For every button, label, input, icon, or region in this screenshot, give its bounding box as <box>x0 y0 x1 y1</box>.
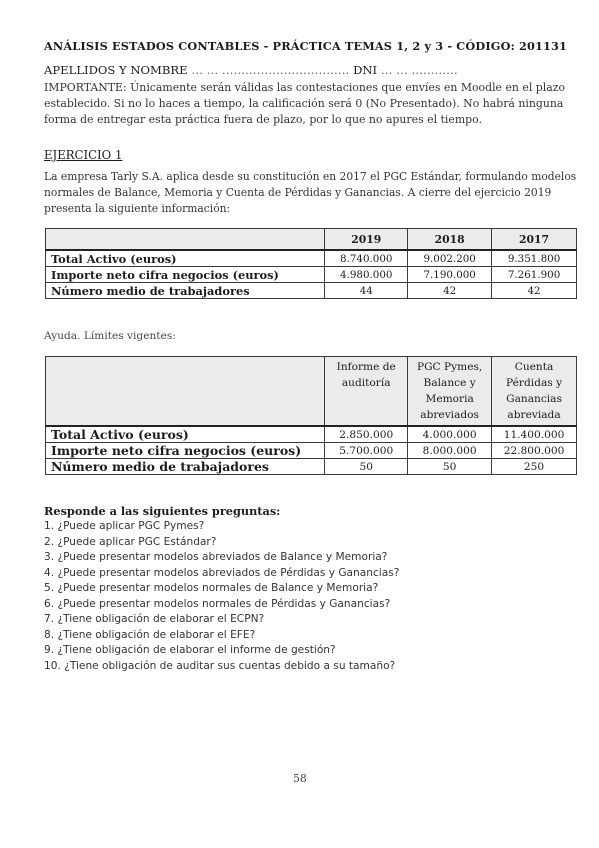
row-label: Importe neto cifra negocios (euros) <box>46 267 325 283</box>
table-cell: 9.002.200 <box>408 250 492 267</box>
list-item: 2. ¿Puede aplicar PGC Estándar? <box>44 535 217 548</box>
exercise-statement: La empresa Tarly S.A. aplica desde su constitución en 2017 el PGC Estándar, formulando modelos normales de Balance, Memoria y Cuenta de Pérdidas y Ganancias. A cierre del ejercicio 2019 presenta la siguiente información: <box>44 170 577 215</box>
table-cell: 50 <box>408 459 492 475</box>
names-label: APELLIDOS Y NOMBRE <box>44 63 188 77</box>
table-cell: 44 <box>325 283 408 299</box>
table-cell: 11.400.000 <box>492 426 577 443</box>
student-info-line <box>44 63 458 77</box>
row-label: Total Activo (euros) <box>46 426 325 443</box>
table-cell: 4.000.000 <box>408 426 492 443</box>
table-cell: 9.351.800 <box>492 250 577 267</box>
table-header-row <box>46 357 577 427</box>
important-notice: IMPORTANTE: Únicamente serán válidas las contestaciones que envíes en Moodle en el plazo establecido. Si no lo haces a tiempo, la calificación será 0 (No Presentado). No habrá ninguna forma de entregar esta práctica fuera de plazo, por lo que no apures el tiempo. <box>44 81 566 126</box>
table-row <box>46 426 577 443</box>
questions-title: Responde a las siguientes preguntas: <box>44 504 281 518</box>
table-cell: 8.000.000 <box>408 443 492 459</box>
exercise-title: EJERCICIO 1 <box>44 148 123 162</box>
document-title: ANÁLISIS ESTADOS CONTABLES - PRÁCTICA TEMAS 1, 2 y 3 - CÓDIGO: 201131 <box>44 39 568 53</box>
row-label: Total Activo (euros) <box>46 250 325 267</box>
table-cell: 50 <box>325 459 408 475</box>
list-item: 7. ¿Tiene obligación de elaborar el ECPN? <box>44 613 265 625</box>
page-number: 58 <box>293 772 307 785</box>
table-row <box>46 250 577 267</box>
table-cell: 7.190.000 <box>408 267 492 283</box>
table-row <box>46 443 577 459</box>
table-header-cell <box>46 229 325 251</box>
table-cell: 7.261.900 <box>492 267 577 283</box>
list-item: 5. ¿Puede presentar modelos normales de Balance y Memoria? <box>44 582 379 594</box>
names-fill: … … …………………………… <box>191 63 350 77</box>
dni-fill: … … ………… <box>380 63 458 77</box>
limits-table <box>45 356 577 475</box>
table-header-cell: Cuenta Pérdidas y Ganancias abreviada <box>492 357 577 427</box>
list-item: 1. ¿Puede aplicar PGC Pymes? <box>44 520 205 532</box>
list-item: 8. ¿Tiene obligación de elaborar el EFE? <box>44 628 256 641</box>
table-cell: 5.700.000 <box>325 443 408 459</box>
table-header-cell: 2019 <box>325 229 408 251</box>
table-cell: 250 <box>492 459 577 475</box>
table-row <box>46 283 577 299</box>
row-label: Número medio de trabajadores <box>46 459 325 475</box>
questions-list <box>44 519 399 674</box>
list-item: 9. ¿Tiene obligación de elaborar el informe de gestión? <box>44 644 336 656</box>
company-data-table <box>45 228 577 299</box>
list-item: 6. ¿Puede presentar modelos normales de Pérdidas y Ganancias? <box>44 597 391 610</box>
table-header-cell <box>46 357 325 427</box>
table-header-row <box>46 229 577 251</box>
list-item: 10. ¿Tiene obligación de auditar sus cuentas debido a su tamaño? <box>44 659 396 672</box>
table-cell: 4.980.000 <box>325 267 408 283</box>
list-item: 4. ¿Puede presentar modelos abreviados de Pérdidas y Ganancias? <box>44 566 400 579</box>
table-cell: 22.800.000 <box>492 443 577 459</box>
table-row <box>46 459 577 475</box>
row-label: Importe neto cifra negocios (euros) <box>46 443 325 459</box>
table-header-cell: PGC Pymes, Balance y Memoria abreviados <box>408 357 492 427</box>
table-header-cell: Informe de auditoría <box>325 357 408 427</box>
table-header-cell: 2017 <box>492 229 577 251</box>
table-cell: 42 <box>408 283 492 299</box>
table-header-cell: 2018 <box>408 229 492 251</box>
list-item: 3. ¿Puede presentar modelos abreviados de Balance y Memoria? <box>44 551 388 563</box>
table-row <box>46 267 577 283</box>
help-label: Ayuda. Límites vigentes: <box>44 330 176 342</box>
table-cell: 8.740.000 <box>325 250 408 267</box>
row-label: Número medio de trabajadores <box>46 283 325 299</box>
dni-label: DNI <box>353 63 378 77</box>
table-cell: 42 <box>492 283 577 299</box>
table-cell: 2.850.000 <box>325 426 408 443</box>
